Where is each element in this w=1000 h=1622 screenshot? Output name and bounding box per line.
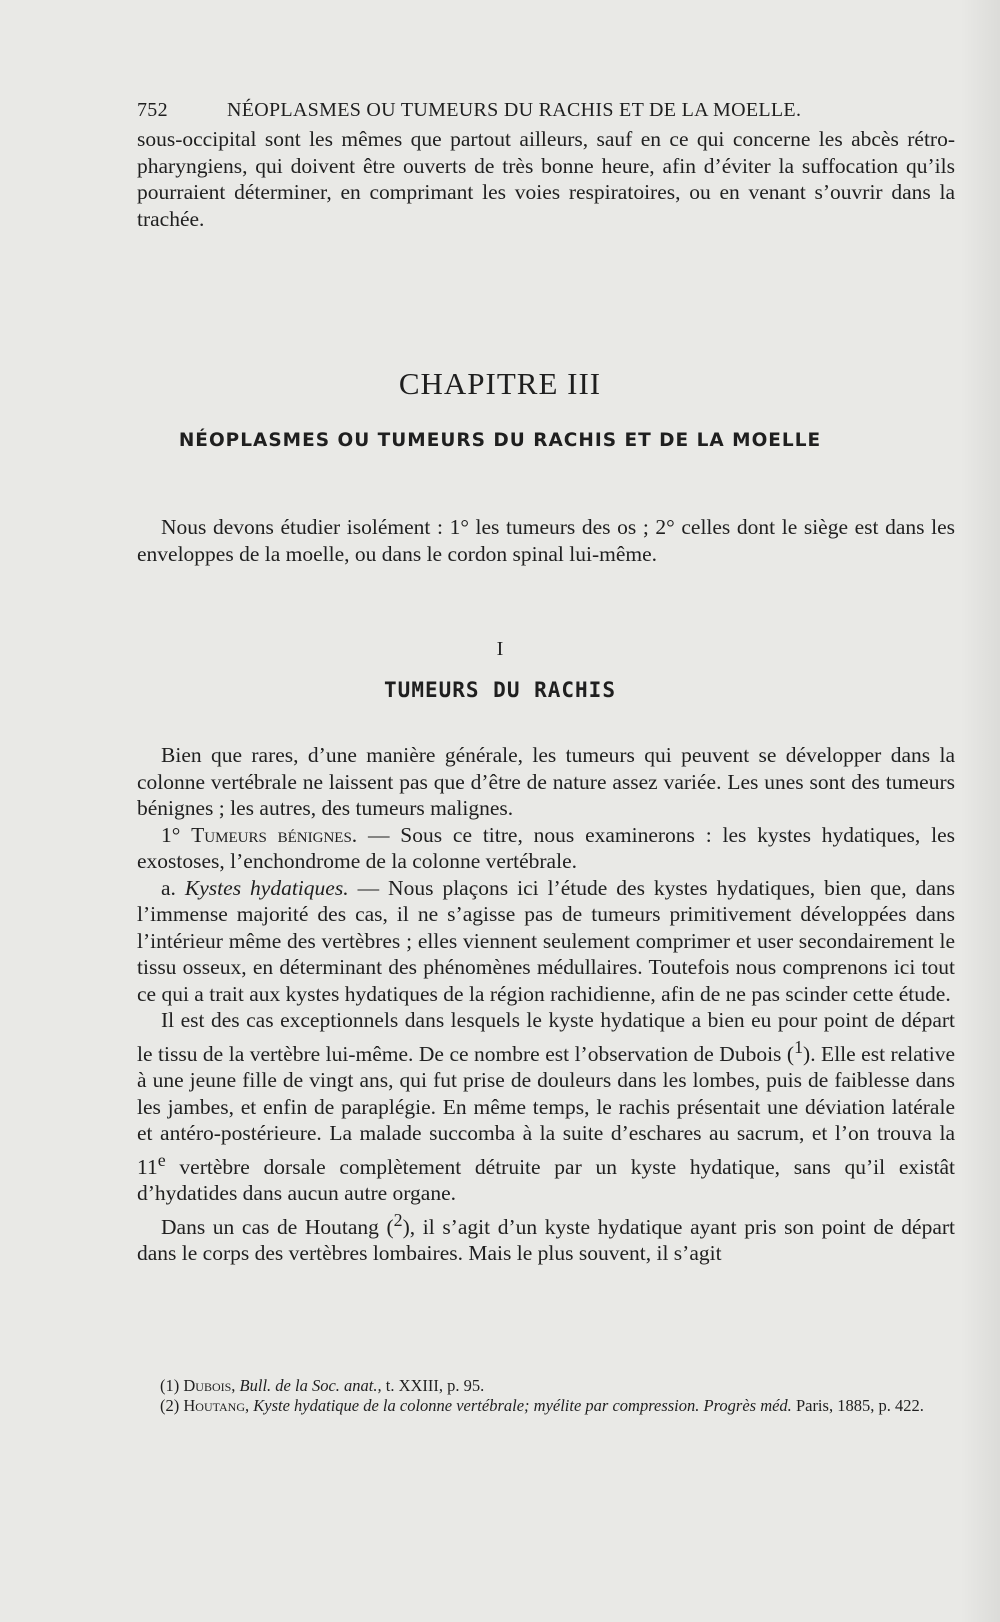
section-title: TUMEURS DU RACHIS: [384, 678, 616, 702]
list-marker: a.: [161, 875, 185, 900]
running-header: [137, 99, 955, 122]
paragraph-dubois: [137, 1007, 955, 1207]
footnote-1: [160, 1376, 955, 1396]
paragraph-text: Dans un cas de Houtang (: [161, 1214, 394, 1239]
footnote-detail: Paris, 1885, p. 422.: [791, 1396, 924, 1415]
body-text: [137, 742, 955, 1267]
footnotes: [160, 1376, 955, 1416]
chapter-intro-block: [137, 514, 955, 567]
subheading-benign: Tumeurs bénignes.: [191, 822, 358, 847]
footnote-2: [160, 1396, 955, 1416]
superscript: e: [157, 1149, 166, 1170]
footnote-source: Bull. de la Soc. anat.,: [239, 1376, 382, 1395]
intro-paragraph: sous-occipital sont les mêmes que partout ailleurs, sauf en ce qui concerne les abcès rétro-pharyngiens, qui doivent être ouverts de très bonne heure, afin d’éviter la suffocation qu’ils pourraient déterminer, en comprimant les voies respiratoires, ou en venant s’ouvrir dans la trachée.: [137, 127, 955, 231]
intro-block: [137, 126, 955, 232]
paragraph-benign: [137, 822, 955, 875]
footnote-mark: (1): [160, 1376, 180, 1395]
chapter-intro: Nous devons étudier isolément : 1° les tumeurs des os ; 2° celles dont le siège est dans les enveloppes de la moelle, ou dans le cordon spinal lui-même.: [137, 515, 955, 566]
paragraph-text: — Nous plaçons ici l’étude des kystes hydatiques, bien que, dans l’immense majorité des cas, il ne s’agisse pas de tumeurs primitivement développées dans l’intérieur même des vertèbres ; elles viennent seulement comprimer et user secondairement le tissu osseux, en déterminant des phénomènes médullaires. Toutefois nous comprenons ici tout ce qui a trait aux kystes hydatiques de la région rachidienne, afin de ne pas scinder cette étude.: [137, 875, 956, 1006]
page-edge-shadow: [960, 0, 1000, 1622]
chapter-subtitle: NÉOPLASMES OU TUMEURS DU RACHIS ET DE LA MOELLE: [178, 430, 822, 451]
page-number: 752: [137, 99, 168, 121]
paragraph-text: ), il s’agit d’un kyste hydatique ayant pris son point de départ dans le corps des vertèbres lombaires. Mais le plus souvent, il s’agit: [137, 1214, 955, 1266]
paragraph-text: ). Elle est relative à une jeune fille de vingt ans, qui fut prise de douleurs dans les lombes, puis de faiblesse dans les jambes, et enfin de paraplégie. En même temps, le rachis présentait une déviation latérale et antéro-postérieure. La malade succomba à la suite d’eschares au sacrum, et l’on trouva la 11: [137, 1041, 956, 1179]
paragraph-houtang: [137, 1207, 955, 1267]
footnote-author: Houtang,: [183, 1396, 250, 1415]
footnote-author: Dubois,: [183, 1376, 236, 1395]
running-title: NÉOPLASMES OU TUMEURS DU RACHIS ET DE LA MOELLE.: [227, 99, 802, 121]
footnote-source: Kyste hydatique de la colonne vertébrale; myélite par compression. Progrès méd.: [253, 1396, 792, 1415]
section-number: I: [496, 638, 504, 660]
paragraph-general: Bien que rares, d’une manière générale, les tumeurs qui peuvent se développer dans la colonne vertébrale ne laissent pas que d’être de nature assez variée. Les unes sont des tumeurs bénignes ; les autres, des tumeurs malignes.: [137, 743, 955, 820]
footnote-ref-1[interactable]: 1: [794, 1036, 804, 1057]
paragraph-text: vertèbre dorsale complètement détruite par un kyste hydatique, sans qu’il existât d’hydatides dans aucun autre organe.: [137, 1154, 955, 1206]
subheading-hydatid: Kystes hydatiques.: [184, 875, 349, 900]
footnote-ref-2[interactable]: 2: [393, 1209, 403, 1230]
paragraph-text: — Sous ce titre, nous examinerons : les kystes hydatiques, les exostoses, l’enchondrome de la colonne vertébrale.: [137, 822, 955, 873]
chapter-title: CHAPITRE III: [398, 366, 602, 401]
paragraph-hydatid: [137, 875, 955, 1008]
footnote-mark: (2): [160, 1396, 180, 1415]
footnote-detail: t. XXIII, p. 95.: [381, 1376, 485, 1395]
list-marker: 1°: [161, 822, 192, 847]
paragraph-text: Il est des cas exceptionnels dans lesquels le kyste hydatique a bien eu pour point de départ le tissu de la vertèbre lui-même. De ce nombre est l’observation de Dubois (: [137, 1008, 955, 1066]
